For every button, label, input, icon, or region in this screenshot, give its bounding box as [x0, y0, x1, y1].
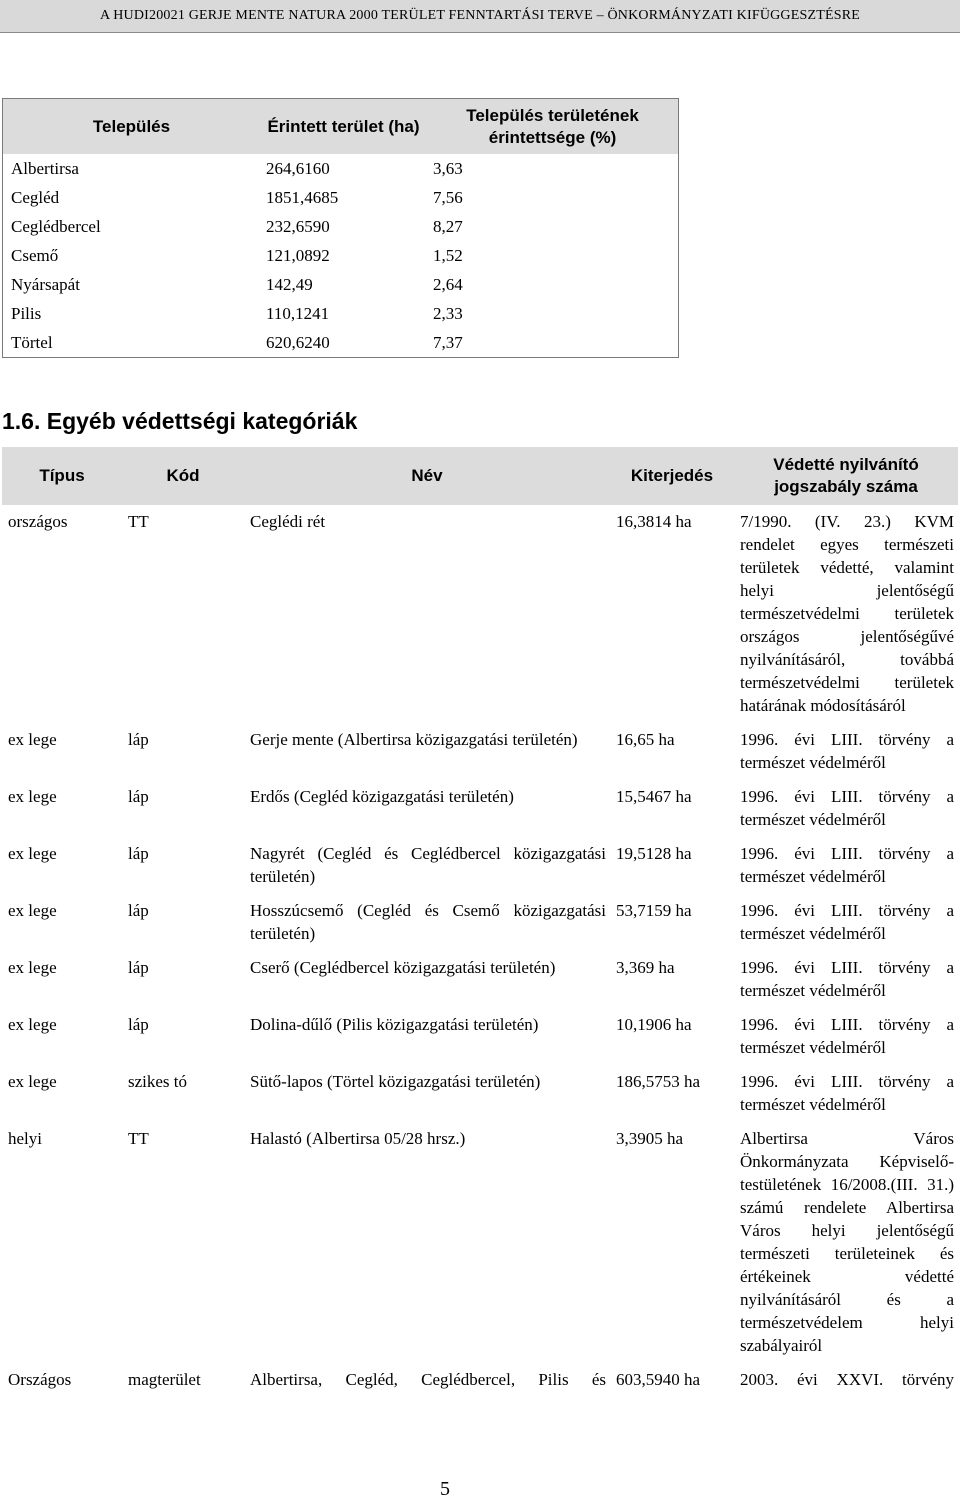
legislation-cell: 1996. évi LIII. törvény a természet védelméről	[740, 958, 954, 1000]
legislation-cell: 1996. évi LIII. törvény a természet védelméről	[740, 844, 954, 886]
table-row	[2, 785, 958, 842]
type-cell: ex lege	[8, 730, 57, 749]
name-cell: Dolina-dűlő (Pilis közigazgatási területén)	[250, 1015, 539, 1034]
legislation-cell: 2003. évi XXVI. törvény	[740, 1370, 954, 1389]
code-cell: magterület	[128, 1370, 201, 1389]
percentage-cell: 2,64	[433, 275, 463, 294]
percentage-cell: 3,63	[433, 159, 463, 178]
legislation-cell: 1996. évi LIII. törvény a természet védelméről	[740, 1015, 954, 1057]
area-cell: 264,6160	[266, 159, 330, 178]
section-heading: 1.6. Egyéb védettségi kategóriák	[2, 408, 358, 434]
legislation-cell: 1996. évi LIII. törvény a természet védelméről	[740, 1072, 954, 1114]
extent-cell: 53,7159 ha	[616, 901, 692, 920]
column-header-code: Kód	[122, 447, 244, 505]
name-cell: Nagyrét (Cegléd és Ceglédbercel közigazgatási területén)	[250, 844, 606, 886]
percentage-cell: 7,37	[433, 333, 463, 352]
legislation-cell: 1996. évi LIII. törvény a természet védelméről	[740, 787, 954, 829]
column-header-area: Érintett terület (ha)	[260, 99, 427, 155]
table-row	[3, 241, 679, 270]
code-cell: láp	[128, 730, 149, 749]
page-number: 5	[440, 1478, 450, 1500]
area-cell: 232,6590	[266, 217, 330, 236]
type-cell: helyi	[8, 1129, 42, 1148]
municipality-table	[2, 98, 679, 358]
protection-categories-table	[2, 447, 958, 1402]
column-header-legislation: Védetté nyilvánító jogszabály száma	[734, 447, 958, 505]
table-row	[3, 328, 679, 358]
table-row	[3, 270, 679, 299]
extent-cell: 10,1906 ha	[616, 1015, 692, 1034]
table-row	[2, 899, 958, 956]
table-row	[3, 299, 679, 328]
area-cell: 1851,4685	[266, 188, 339, 207]
extent-cell: 16,65 ha	[616, 730, 675, 749]
column-header-type: Típus	[2, 447, 122, 505]
municipality-cell: Nyársapát	[11, 275, 80, 294]
type-cell: ex lege	[8, 844, 57, 863]
code-cell: láp	[128, 958, 149, 977]
legislation-cell: 1996. évi LIII. törvény a természet védelméről	[740, 730, 954, 772]
type-cell: ex lege	[8, 1015, 57, 1034]
municipality-cell: Csemő	[11, 246, 59, 265]
legislation-cell: 7/1990. (IV. 23.) KVM rendelet egyes természeti területek védetté, valamint helyi jelentőségű természetvédelmi területek országos jelentőségűvé nyilvánításáról, továbbá természetvédelmi területek határának módosításáról	[740, 512, 954, 715]
type-cell: ex lege	[8, 787, 57, 806]
type-cell: országos	[8, 512, 68, 531]
type-cell: ex lege	[8, 901, 57, 920]
name-cell: Sütő-lapos (Törtel közigazgatási területén)	[250, 1072, 541, 1091]
table-row	[2, 1368, 958, 1402]
table-row	[3, 154, 679, 183]
header-title: A HUDI20021 GERJE MENTE NATURA 2000 TERÜLET FENNTARTÁSI TERVE – ÖNKORMÁNYZATI KIFÜGGESZTÉSRE	[99, 8, 861, 23]
table-row	[2, 505, 958, 728]
extent-cell: 16,3814 ha	[616, 512, 692, 531]
municipality-cell: Törtel	[11, 333, 53, 352]
type-cell: ex lege	[8, 958, 57, 977]
code-cell: TT	[128, 1129, 149, 1148]
column-header-percentage: Település területének érintettsége (%)	[427, 99, 679, 155]
extent-cell: 3,3905 ha	[616, 1129, 684, 1148]
extent-cell: 3,369 ha	[616, 958, 675, 977]
extent-cell: 15,5467 ha	[616, 787, 692, 806]
type-cell: ex lege	[8, 1072, 57, 1091]
percentage-cell: 2,33	[433, 304, 463, 323]
percentage-cell: 1,52	[433, 246, 463, 265]
code-cell: láp	[128, 901, 149, 920]
name-cell: Ceglédi rét	[250, 512, 326, 531]
name-cell: Gerje mente (Albertirsa közigazgatási területén)	[250, 730, 578, 749]
name-cell: Erdős (Cegléd közigazgatási területén)	[250, 787, 514, 806]
area-cell: 121,0892	[266, 246, 330, 265]
code-cell: láp	[128, 787, 149, 806]
column-header-extent: Kiterjedés	[610, 447, 734, 505]
municipality-cell: Pilis	[11, 304, 42, 323]
extent-cell: 19,5128 ha	[616, 844, 692, 863]
table-row	[2, 728, 958, 785]
type-cell: Országos	[8, 1370, 72, 1389]
code-cell: TT	[128, 512, 149, 531]
code-cell: szikes tó	[128, 1072, 188, 1091]
table-header-row	[2, 447, 958, 505]
municipality-cell: Ceglédbercel	[11, 217, 101, 236]
extent-cell: 603,5940 ha	[616, 1370, 701, 1389]
percentage-cell: 8,27	[433, 217, 463, 236]
municipality-cell: Cegléd	[11, 188, 60, 207]
legislation-cell: 1996. évi LIII. törvény a természet védelméről	[740, 901, 954, 943]
column-header-name: Név	[244, 447, 610, 505]
municipality-cell: Albertirsa	[11, 159, 79, 178]
percentage-cell: 7,56	[433, 188, 463, 207]
table-row	[2, 842, 958, 899]
table-row	[2, 956, 958, 1013]
table-header-row	[3, 99, 679, 155]
area-cell: 620,6240	[266, 333, 330, 352]
table-row	[2, 1127, 958, 1368]
extent-cell: 186,5753 ha	[616, 1072, 701, 1091]
code-cell: láp	[128, 1015, 149, 1034]
table-row	[3, 212, 679, 241]
legislation-cell: Albertirsa Város Önkormányzata Képviselő-testületének 16/2008.(III. 31.) számú rendelete Albertirsa Város helyi jelentőségű természeti területeinek és értékeinek védetté nyilvánításáról és a természetvédelem helyi szabályairól	[740, 1129, 954, 1355]
table-row	[2, 1013, 958, 1070]
name-cell: Cserő (Ceglédbercel közigazgatási területén)	[250, 958, 556, 977]
area-cell: 142,49	[266, 275, 313, 294]
table-row	[3, 183, 679, 212]
area-cell: 110,1241	[266, 304, 330, 323]
name-cell: Hosszúcsemő (Cegléd és Csemő közigazgatási területén)	[250, 901, 606, 943]
document-header	[0, 0, 960, 33]
name-cell: Albertirsa, Cegléd, Ceglédbercel, Pilis és	[250, 1370, 606, 1389]
table-row	[2, 1070, 958, 1127]
name-cell: Halastó (Albertirsa 05/28 hrsz.)	[250, 1129, 466, 1148]
code-cell: láp	[128, 844, 149, 863]
column-header-municipality: Település	[3, 99, 261, 155]
